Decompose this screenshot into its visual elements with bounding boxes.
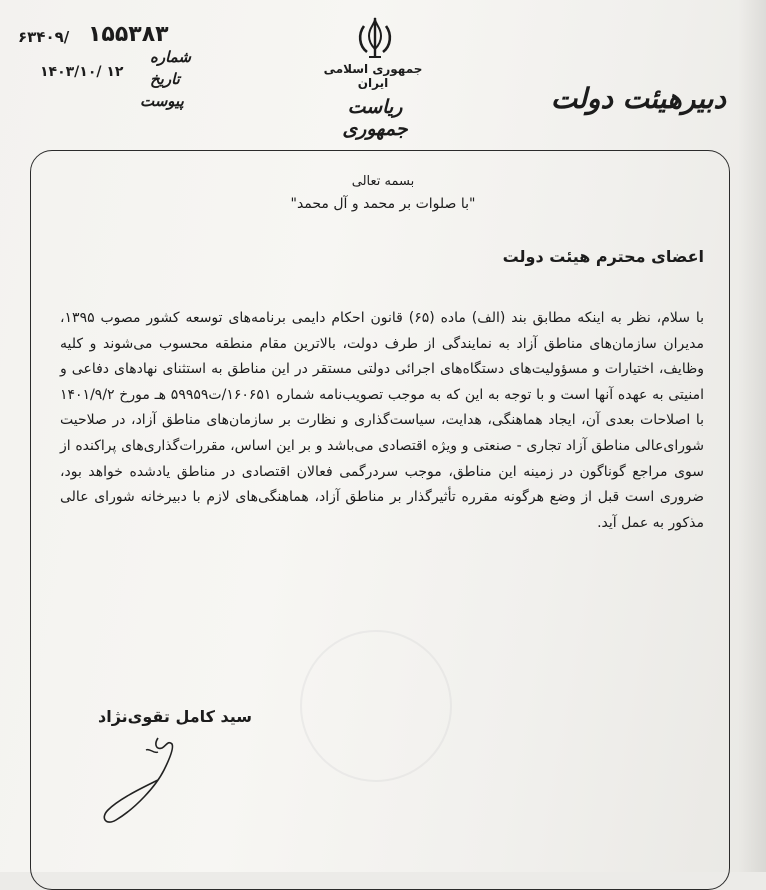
date-value: ۱۴۰۳/۱۰/ ۱۲ <box>40 64 124 80</box>
attachment-label: پیوست <box>140 92 184 110</box>
iran-emblem-icon <box>352 16 398 62</box>
letter-number: ۱۵۵۳۸۳ <box>88 22 169 47</box>
letter-body: با سلام، نظر به اینکه مطابق بند (الف) ماده (۶۵) قانون احکام دایمی برنامه‌های توسعه کشور مصوب ۱۳۹۵، مدیران سازمان‌های مناطق آزاد به نمایندگی از طرف دولت، بالاترین مقام منطقه محسوب می‌شوند و کلیه وظایف، اختیارات و مسؤولیت‌های دستگاه‌های اجرائی دولتی مستقر در این مناطق به استثنای نهادهای دفاعی و امنیتی به عهده آنها است و با توجه به این که به موجب تصویب‌نامه شماره ۱۶۰۶۵۱/ت۵۹۹۵۹ هـ مورخ ۱۴۰۱/۹/۲ با اصلاحات بعدی آن، ایجاد هماهنگی، هدایت، سیاست‌گذاری و نظارت بر سازمان‌های مناطق آزاد، در صلاحیت شورای‌عالی مناطق آزاد تجاری - صنعتی و ویژه اقتصادی می‌باشد و بر این اساس، مقررات‌گذاری‌های پراکنده از سوی مراجع گوناگون در زمینه این مناطق، موجب سردرگمی فعالان اقتصادی در مناطق یادشده خواهد بود، ضروری است قبل از وضع هرگونه مقرره تأثیرگذار بر مناطق آزاد، هماهنگی‌های لازم با دبیرخانه شورای عالی مذکور به عمل آید. <box>60 310 704 531</box>
number-label: شماره <box>150 48 191 66</box>
page-edge-shadow <box>738 0 766 872</box>
salutation: اعضای محترم هیئت دولت <box>502 247 704 266</box>
presidency-title: ریاست جمهوری <box>342 96 408 140</box>
signer-name: سید کامل تقوی‌نژاد <box>98 707 253 726</box>
salawat: "با صلوات بر محمد و آل محمد" <box>290 196 476 212</box>
secretariat-title: دبیرهیئت دولت <box>550 82 726 115</box>
handwritten-signature <box>96 728 206 828</box>
republic-name: جمهوری اسلامی ایران <box>323 62 423 90</box>
letter-number-prefix: ۶۳۴۰۹/ <box>18 28 70 46</box>
basmala: بسمه تعالی <box>351 174 415 189</box>
date-label: تاریخ <box>150 70 180 88</box>
